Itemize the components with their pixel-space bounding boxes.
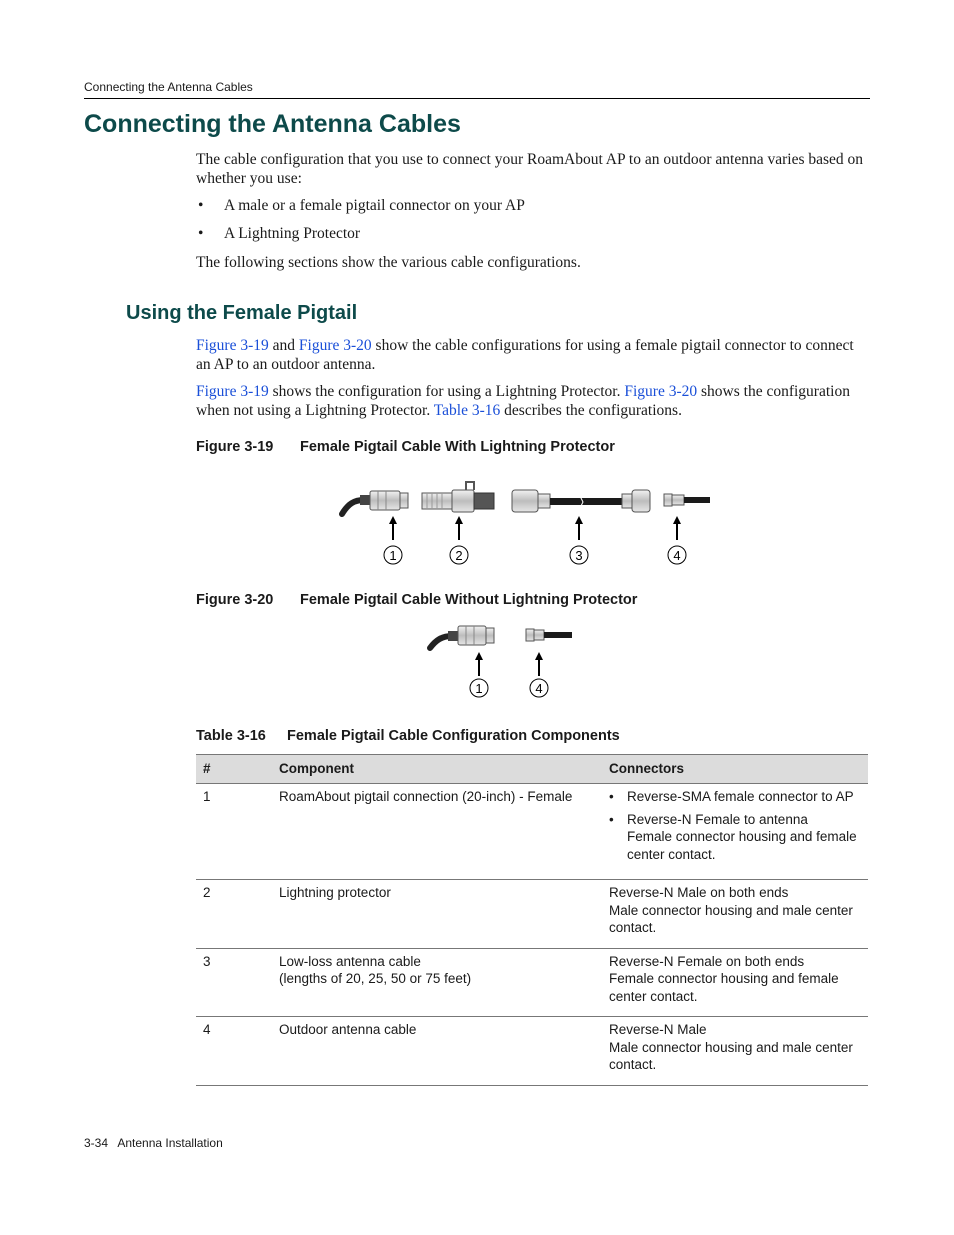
- low-loss-cable-part: [512, 490, 650, 512]
- text: shows the configuration for using a Lightning Protector.: [268, 383, 625, 400]
- table-row: [196, 880, 868, 949]
- bullet-item: • A Lightning Protector: [198, 225, 361, 242]
- intro-paragraph: The cable configuration that you use to connect your RoamAbout AP to an outdoor antenna varies based on whether you use:: [196, 151, 864, 187]
- components-table: [196, 754, 868, 1086]
- column-header-number: #: [196, 755, 279, 784]
- table-3-16-caption: [196, 728, 620, 744]
- cell-number: 3: [196, 948, 279, 1017]
- figure-number: Figure 3-19: [196, 439, 274, 455]
- figure-title: Female Pigtail Cable With Lightning Protector: [300, 439, 615, 455]
- arrow-up-icon: [475, 652, 483, 660]
- cell-connectors: Reverse-N Male on both ends Male connector housing and male center contact.: [609, 880, 868, 949]
- arrow-up-icon: [575, 516, 583, 524]
- running-header: Connecting the Antenna Cables: [84, 80, 253, 94]
- pigtail-connector-part: [342, 491, 408, 514]
- link-figure-3-20[interactable]: Figure 3-20: [298, 337, 372, 354]
- header-rule: [84, 98, 870, 99]
- figure-title: Female Pigtail Cable Without Lightning Protector: [300, 592, 638, 608]
- arrow-up-icon: [535, 652, 543, 660]
- column-header-connectors: Connectors: [609, 755, 868, 784]
- bullet-text: A Lightning Protector: [224, 225, 361, 242]
- figure-number: Figure 3-20: [196, 592, 274, 608]
- link-figure-3-20[interactable]: Figure 3-20: [624, 383, 698, 400]
- figure-3-20-caption: [196, 592, 637, 608]
- text: describes the configurations.: [500, 402, 682, 419]
- cell-number: 1: [196, 784, 279, 880]
- callout-label: 2: [455, 548, 463, 563]
- table-row: [196, 1017, 868, 1086]
- figure-3-20-illustration: [420, 618, 590, 704]
- callout-label: 4: [535, 681, 543, 696]
- page-title: Connecting the Antenna Cables: [84, 110, 461, 138]
- column-header-component: Component: [279, 755, 609, 784]
- link-figure-3-19[interactable]: Figure 3-19: [196, 337, 269, 354]
- figures-paragraph: [196, 336, 870, 374]
- cell-component: RoamAbout pigtail connection (20-inch) - Female: [279, 784, 609, 880]
- cell-connectors: [609, 784, 868, 880]
- callout-label: 3: [575, 548, 583, 563]
- arrow-up-icon: [455, 516, 463, 524]
- table-row: [196, 948, 868, 1017]
- callout-label: 4: [673, 548, 681, 563]
- pigtail-connector-part: [430, 626, 494, 648]
- connector-item: • Reverse-SMA female connector to AP: [609, 788, 868, 806]
- callout-label: 1: [475, 681, 483, 696]
- table-title: Female Pigtail Cable Configuration Components: [287, 728, 620, 744]
- following-paragraph: The following sections show the various cable configurations.: [196, 254, 581, 271]
- figure-3-19-caption: [196, 439, 615, 455]
- bullet-item: • A male or a female pigtail connector on your AP: [198, 197, 525, 214]
- arrow-up-icon: [389, 516, 397, 524]
- section-title: Using the Female Pigtail: [126, 302, 358, 324]
- bullet-text: A male or a female pigtail connector on your AP: [224, 197, 525, 214]
- cell-connectors: Reverse-N Female on both ends Female connector housing and female center contact.: [609, 948, 868, 1017]
- table-number: Table 3-16: [196, 728, 266, 744]
- outdoor-antenna-cable-part: [664, 494, 710, 506]
- connector-item: • Reverse-N Female to antenna Female connector housing and female center contact.: [609, 811, 868, 864]
- arrow-up-icon: [673, 516, 681, 524]
- page-footer: 3-34 Antenna Installation: [84, 1136, 223, 1150]
- config-paragraph: [196, 382, 870, 420]
- text: and: [268, 337, 299, 354]
- outdoor-antenna-cable-part: [526, 629, 572, 641]
- table-header-row: [196, 755, 868, 784]
- cell-number: 2: [196, 880, 279, 949]
- lightning-protector-part: [422, 482, 494, 512]
- cell-component: Low-loss antenna cable (lengths of 20, 25, 50 or 75 feet): [279, 948, 609, 1017]
- callout-label: 1: [389, 548, 397, 563]
- text: shows the configuration when not using a Lightning Protector.: [196, 383, 850, 419]
- cell-number: 4: [196, 1017, 279, 1086]
- cell-component: Lightning protector: [279, 880, 609, 949]
- link-table-3-16[interactable]: Table 3-16: [433, 402, 501, 419]
- cell-component: Outdoor antenna cable: [279, 1017, 609, 1086]
- text: show the cable configurations for using a female pigtail connector to connect an AP to an outdoor antenna.: [196, 337, 854, 373]
- cell-connectors: Reverse-N Male Male connector housing and male center contact.: [609, 1017, 868, 1086]
- link-figure-3-19[interactable]: Figure 3-19: [196, 383, 269, 400]
- table-row: [196, 784, 868, 880]
- figure-3-19-illustration: [330, 478, 730, 570]
